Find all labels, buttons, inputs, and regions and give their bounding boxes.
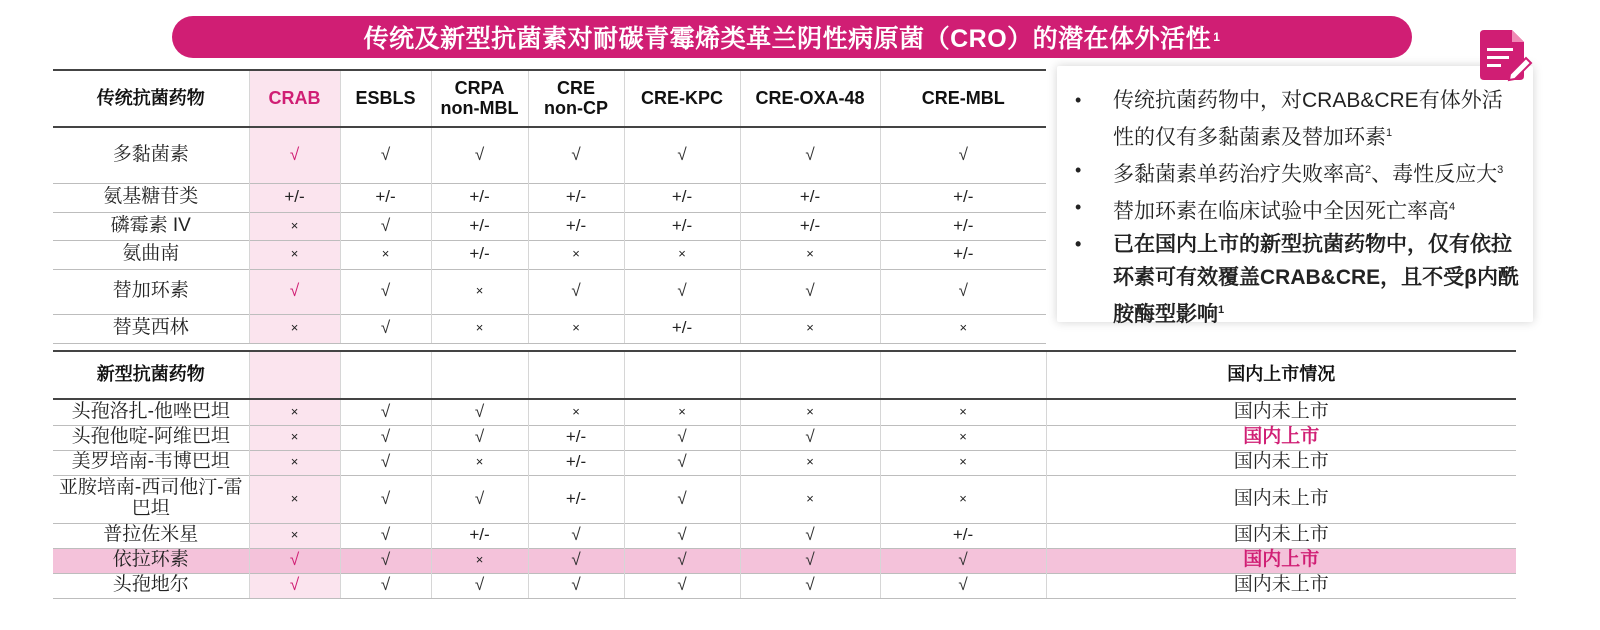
activity-cell: × <box>740 240 880 269</box>
activity-cell: +/- <box>624 314 740 343</box>
activity-cell: × <box>740 475 880 523</box>
activity-cell: √ <box>740 548 880 573</box>
activity-cell: × <box>249 399 340 425</box>
column-header: CRE-MBL <box>880 70 1046 127</box>
activity-cell: × <box>880 425 1046 450</box>
activity-cell: × <box>624 399 740 425</box>
column-header <box>740 351 880 399</box>
activity-cell: +/- <box>431 240 528 269</box>
note-item: • 已在国内上市的新型抗菌药物中，仅有依拉环素可有效覆盖CRAB&CRE，且不受β内酰胺酶型影响$^1$ <box>1073 228 1523 331</box>
drug-name: 头孢地尔 <box>53 573 249 598</box>
activity-cell: +/- <box>624 212 740 240</box>
page-title-banner <box>172 16 1412 58</box>
activity-cell: √ <box>624 475 740 523</box>
market-status-header: 国内上市情况 <box>1046 351 1516 399</box>
column-header <box>340 351 431 399</box>
activity-cell: √ <box>740 269 880 314</box>
activity-cell: √ <box>624 523 740 548</box>
table-row <box>53 573 1516 598</box>
activity-cell: × <box>249 240 340 269</box>
page-title-footnote: 1 <box>1213 30 1221 44</box>
drug-name: 依拉环素 <box>53 548 249 573</box>
activity-cell: √ <box>431 399 528 425</box>
legacy-header-label: 传统抗菌药物 <box>53 70 249 127</box>
activity-cell: × <box>431 314 528 343</box>
market-status: 国内未上市 <box>1046 399 1516 425</box>
table-row <box>53 475 1516 523</box>
activity-cell: √ <box>528 127 624 183</box>
activity-cell: √ <box>528 523 624 548</box>
activity-cell: √ <box>340 548 431 573</box>
drug-name: 替莫西林 <box>53 314 249 343</box>
drug-name: 氨基糖苷类 <box>53 183 249 212</box>
activity-cell: +/- <box>528 475 624 523</box>
activity-cell: √ <box>340 212 431 240</box>
legacy-header-row <box>53 70 1046 127</box>
column-header <box>624 351 740 399</box>
market-status: 国内未上市 <box>1046 475 1516 523</box>
column-header: CRE non-CP <box>528 70 624 127</box>
activity-cell: × <box>528 399 624 425</box>
activity-cell: √ <box>431 425 528 450</box>
activity-cell: √ <box>340 523 431 548</box>
activity-cell: √ <box>528 573 624 598</box>
novel-antibiotics-table <box>53 350 1516 599</box>
activity-cell: √ <box>340 450 431 475</box>
table-row <box>53 450 1516 475</box>
market-status: 国内上市 <box>1046 548 1516 573</box>
drug-name: 磷霉素 IV <box>53 212 249 240</box>
activity-cell: × <box>880 450 1046 475</box>
activity-cell: × <box>740 450 880 475</box>
table-row <box>53 212 1046 240</box>
activity-cell: √ <box>740 425 880 450</box>
activity-cell: √ <box>624 450 740 475</box>
notes-list <box>1073 84 1523 331</box>
column-header: CRAB <box>249 70 340 127</box>
column-header <box>528 351 624 399</box>
activity-cell: × <box>528 240 624 269</box>
activity-cell: × <box>880 399 1046 425</box>
activity-cell: √ <box>431 573 528 598</box>
activity-cell: +/- <box>431 212 528 240</box>
market-status: 国内未上市 <box>1046 523 1516 548</box>
novel-header-label: 新型抗菌药物 <box>53 351 249 399</box>
activity-cell: +/- <box>528 425 624 450</box>
activity-cell: √ <box>431 475 528 523</box>
market-status: 国内未上市 <box>1046 573 1516 598</box>
table-row <box>53 314 1046 343</box>
activity-cell: √ <box>740 573 880 598</box>
activity-cell: × <box>880 314 1046 343</box>
activity-cell: √ <box>249 127 340 183</box>
activity-cell: √ <box>431 127 528 183</box>
activity-cell: × <box>249 523 340 548</box>
activity-cell: × <box>624 240 740 269</box>
drug-name: 多黏菌素 <box>53 127 249 183</box>
activity-cell: × <box>431 269 528 314</box>
column-header <box>431 351 528 399</box>
column-header <box>249 351 340 399</box>
drug-name: 亚胺培南-西司他汀-雷巴坦 <box>53 475 249 523</box>
document-edit-icon <box>1478 28 1534 86</box>
table-row <box>53 425 1516 450</box>
activity-cell: √ <box>624 269 740 314</box>
table-row <box>53 269 1046 314</box>
drug-name: 氨曲南 <box>53 240 249 269</box>
activity-cell: +/- <box>431 523 528 548</box>
drug-name: 替加环素 <box>53 269 249 314</box>
activity-cell: √ <box>880 548 1046 573</box>
activity-cell: × <box>249 212 340 240</box>
activity-cell: × <box>740 314 880 343</box>
activity-cell: × <box>249 475 340 523</box>
column-header: ESBLS <box>340 70 431 127</box>
market-status: 国内上市 <box>1046 425 1516 450</box>
column-header: CRE-OXA-48 <box>740 70 880 127</box>
table-row <box>53 127 1046 183</box>
activity-cell: √ <box>340 314 431 343</box>
market-status: 国内未上市 <box>1046 450 1516 475</box>
activity-cell: +/- <box>431 183 528 212</box>
activity-cell: √ <box>249 269 340 314</box>
drug-name: 美罗培南-韦博巴坦 <box>53 450 249 475</box>
table-row <box>53 240 1046 269</box>
table-row <box>53 548 1516 573</box>
activity-cell: √ <box>624 573 740 598</box>
activity-cell: +/- <box>740 212 880 240</box>
activity-cell: +/- <box>624 183 740 212</box>
activity-cell: √ <box>340 399 431 425</box>
activity-cell: × <box>340 240 431 269</box>
activity-cell: √ <box>528 548 624 573</box>
activity-cell: √ <box>880 269 1046 314</box>
activity-cell: +/- <box>880 240 1046 269</box>
activity-cell: +/- <box>880 212 1046 240</box>
activity-cell: +/- <box>880 523 1046 548</box>
activity-cell: √ <box>880 127 1046 183</box>
activity-cell: +/- <box>340 183 431 212</box>
activity-cell: √ <box>249 573 340 598</box>
activity-cell: × <box>528 314 624 343</box>
activity-cell: √ <box>340 425 431 450</box>
activity-cell: √ <box>249 548 340 573</box>
activity-cell: × <box>249 425 340 450</box>
drug-name: 普拉佐米星 <box>53 523 249 548</box>
activity-cell: × <box>431 450 528 475</box>
drug-name: 头孢他啶-阿维巴坦 <box>53 425 249 450</box>
activity-cell: +/- <box>880 183 1046 212</box>
table-row <box>53 183 1046 212</box>
table-row <box>53 399 1516 425</box>
column-header <box>880 351 1046 399</box>
activity-cell: √ <box>624 548 740 573</box>
note-item: • 多黏菌素单药治疗失败率高$^2$、毒性反应大$^3$ <box>1073 154 1523 191</box>
activity-cell: +/- <box>528 450 624 475</box>
activity-cell: √ <box>624 127 740 183</box>
activity-cell: +/- <box>249 183 340 212</box>
activity-cell: √ <box>528 269 624 314</box>
table-row <box>53 523 1516 548</box>
activity-cell: × <box>249 450 340 475</box>
activity-cell: √ <box>624 425 740 450</box>
activity-cell: √ <box>340 573 431 598</box>
activity-cell: √ <box>740 127 880 183</box>
activity-cell: × <box>740 399 880 425</box>
legacy-antibiotics-table <box>53 69 1046 344</box>
activity-cell: √ <box>340 127 431 183</box>
column-header: CRPA non-MBL <box>431 70 528 127</box>
column-header: CRE-KPC <box>624 70 740 127</box>
novel-header-row <box>53 351 1516 399</box>
activity-cell: +/- <box>528 183 624 212</box>
activity-cell: √ <box>340 269 431 314</box>
activity-cell: √ <box>740 523 880 548</box>
drug-name: 头孢洛扎-他唑巴坦 <box>53 399 249 425</box>
page-title: 传统及新型抗菌素对耐碳青霉烯类革兰阴性病原菌（CRO）的潜在体外活性 <box>363 25 1212 53</box>
activity-cell: √ <box>880 573 1046 598</box>
note-item: • 替加环素在临床试验中全因死亡率高$^4$ <box>1073 191 1523 228</box>
activity-cell: √ <box>340 475 431 523</box>
activity-cell: × <box>880 475 1046 523</box>
activity-cell: × <box>431 548 528 573</box>
activity-cell: +/- <box>740 183 880 212</box>
note-item: • 传统抗菌药物中，对CRAB&CRE有体外活性的仅有多黏菌素及替加环素$^1$ <box>1073 84 1523 154</box>
activity-cell: +/- <box>528 212 624 240</box>
activity-cell: × <box>249 314 340 343</box>
